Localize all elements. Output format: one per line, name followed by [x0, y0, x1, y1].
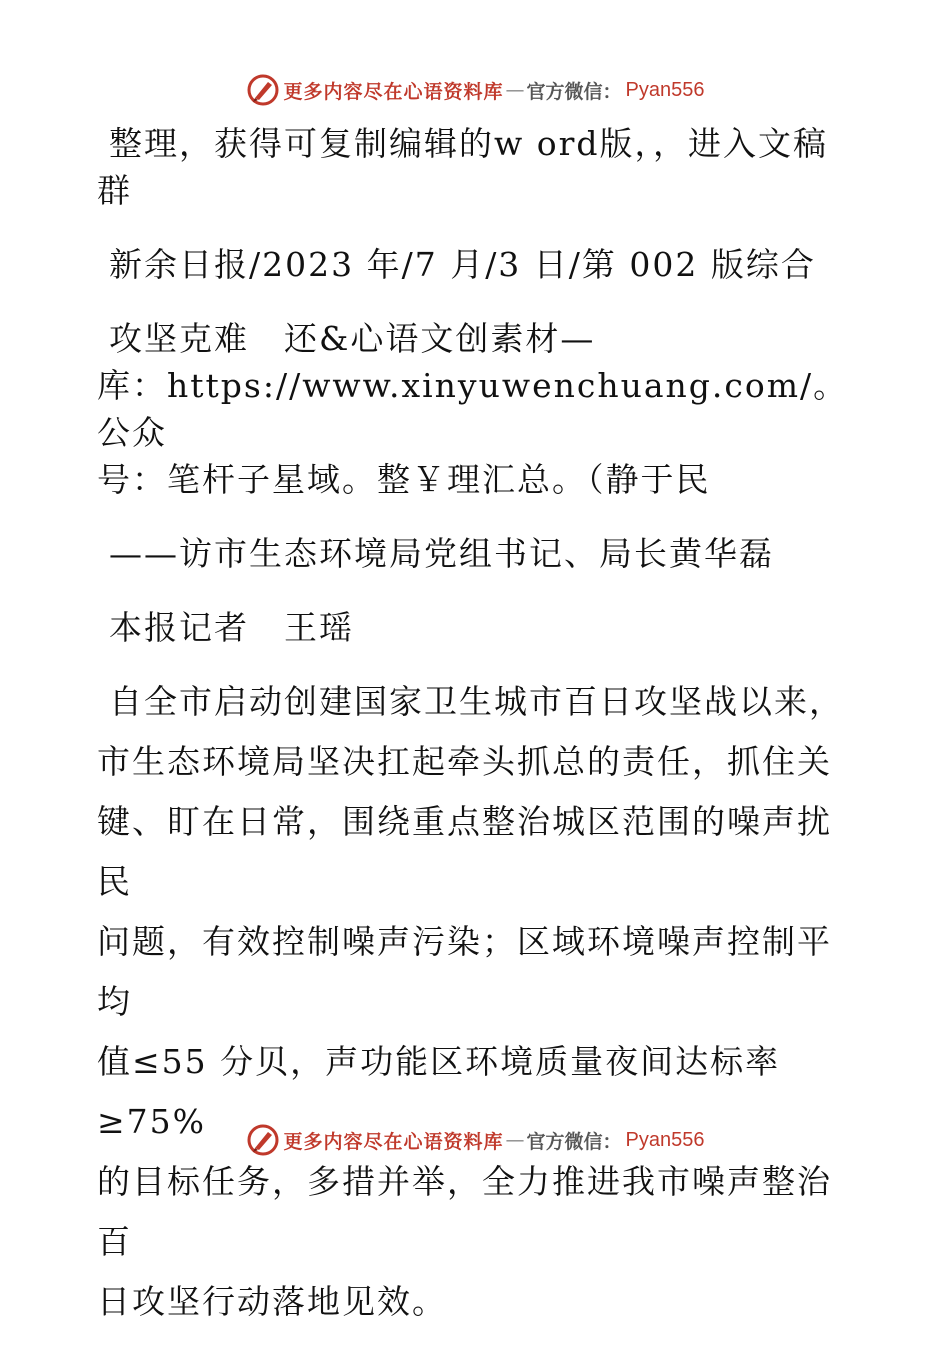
watermark-site: 更多内容尽在心语资料库 — [283, 80, 504, 103]
watermark-label: 官方微信： — [526, 1130, 622, 1153]
header-watermark — [0, 70, 950, 110]
body-line: 问题，有效控制噪声污染；区域环境噪声控制平均 — [97, 922, 832, 1021]
watermark-handle: Pyan556 — [625, 78, 705, 101]
subtitle-paragraph — [97, 530, 857, 577]
body-line: 值≤55 分贝，声功能区环境质量夜间达标率≥75% — [97, 1042, 781, 1141]
headline-line: 攻坚克难 还&心语文创素材— — [109, 319, 596, 358]
byline: 本报记者 王瑶 — [109, 608, 354, 647]
body-line: 键、盯在日常，围绕重点整治城区范围的噪声扰民 — [97, 802, 832, 901]
intro-paragraph — [97, 120, 857, 214]
body-paragraph — [97, 672, 857, 1332]
document-body — [97, 120, 857, 1359]
headline-line: 库：https://www.xinyuwenchuang.com/。公众 — [97, 366, 849, 452]
source-paragraph — [97, 241, 857, 288]
pen-logo-icon — [246, 1123, 280, 1157]
intro-line: 整理，获得可复制编辑的w ord版，，进入文稿 — [109, 124, 829, 163]
subtitle-line: ——访市生态环境局党组书记、局长黄华磊 — [109, 534, 774, 573]
intro-line: 群 — [97, 171, 132, 210]
watermark-separator: — — [505, 1129, 525, 1151]
watermark-handle: Pyan556 — [625, 1128, 705, 1151]
body-line: 市生态环境局坚决扛起牵头抓总的责任，抓住关 — [97, 742, 832, 781]
source-line: 新余日报/2023 年/7 月/3 日/第 002 版综合 — [109, 245, 816, 284]
footer-watermark — [0, 1120, 950, 1160]
byline-paragraph — [97, 604, 857, 651]
headline-line: 号：笔杆子星域。整￥理汇总。（静于民 — [97, 460, 711, 499]
body-line: 的目标任务，多措并举，全力推进我市噪声整治百 — [97, 1162, 832, 1261]
watermark-site: 更多内容尽在心语资料库 — [283, 1130, 504, 1153]
headline-paragraph — [97, 315, 857, 503]
watermark-separator: — — [505, 79, 525, 101]
body-line: 自全市启动创建国家卫生城市百日攻坚战以来， — [109, 682, 844, 721]
pen-logo-icon — [246, 73, 280, 107]
watermark-label: 官方微信： — [526, 80, 622, 103]
body-line: 日攻坚行动落地见效。 — [97, 1282, 447, 1321]
